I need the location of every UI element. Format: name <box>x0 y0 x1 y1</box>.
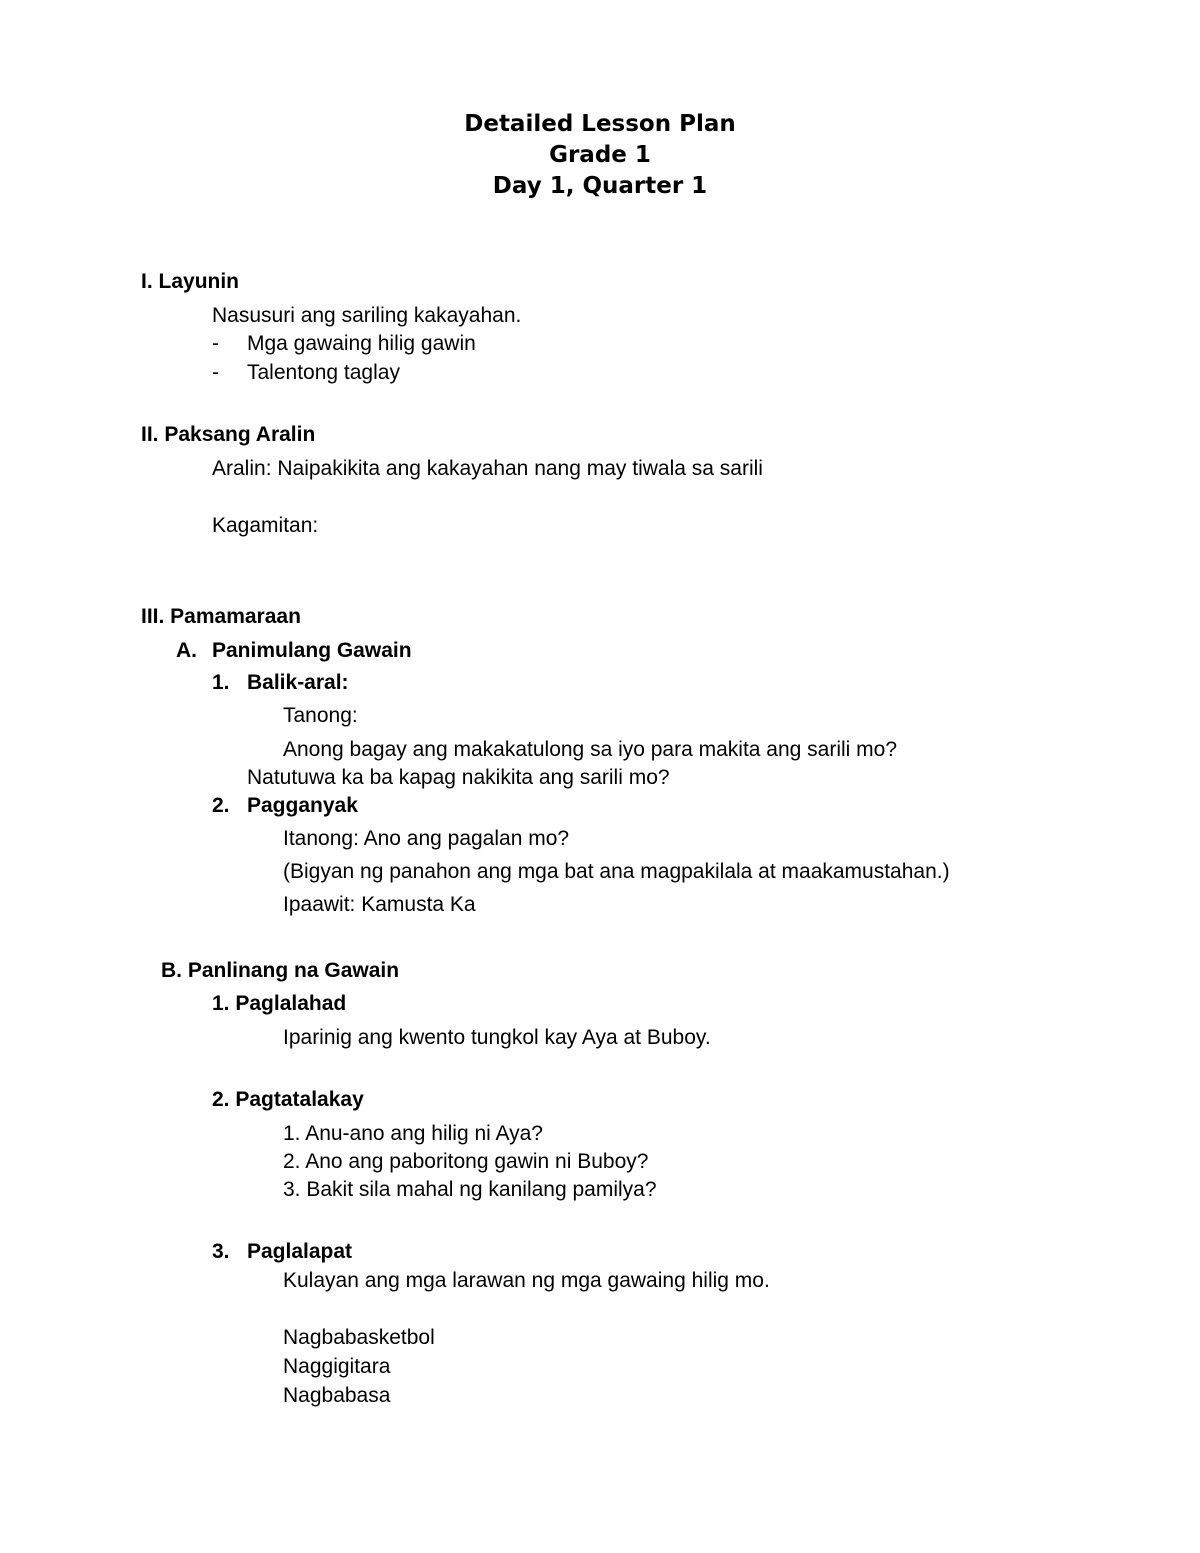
day-quarter-line: Day 1, Quarter 1 <box>492 173 708 199</box>
paglalahad-label: 1. Paglalahad <box>212 992 347 1015</box>
part-a-marker: A. <box>176 639 197 662</box>
activity-item: Naggigitara <box>283 1355 391 1378</box>
layunin-objective: Nasusuri ang sariling kakayahan. <box>212 304 522 327</box>
paglalahad-text: Iparinig ang kwento tungkol kay Aya at Buboy. <box>283 1026 711 1049</box>
pagtatalakay-question: 3. Bakit sila mahal ng kanilang pamilya? <box>283 1178 657 1201</box>
activity-item: Nagbabasa <box>283 1384 391 1407</box>
paglalapat-label: Paglalapat <box>247 1240 353 1263</box>
balik-aral-question: Anong bagay ang makakatulong sa iyo para makita ang sarili mo? <box>283 738 898 761</box>
paglalapat-marker: 3. <box>212 1240 230 1263</box>
section-layunin-heading: I. Layunin <box>141 270 240 293</box>
layunin-bullet <box>212 360 400 386</box>
aralin-line: Aralin: Naipakikita ang kakayahan nang may tiwala sa sarili <box>212 457 763 480</box>
bullet-dash: - <box>212 361 219 384</box>
pagganyak-note: (Bigyan ng panahon ang mga bat ana magpakilala at maakamustahan.) <box>283 860 950 883</box>
tanong-label: Tanong: <box>283 704 358 727</box>
paglalapat-instruction: Kulayan ang mga larawan ng mga gawaing hilig mo. <box>283 1269 770 1292</box>
pagtatalakay-label: 2. Pagtatalakay <box>212 1088 364 1111</box>
document-title: Detailed Lesson Plan <box>464 111 736 137</box>
itanong-line: Itanong: Ano ang pagalan mo? <box>283 827 570 850</box>
pagtatalakay-question: 1. Anu-ano ang hilig ni Aya? <box>283 1122 543 1145</box>
section-pamamaraan-heading: III. Pamamaraan <box>141 605 301 628</box>
section-paksang-aralin-heading: II. Paksang Aralin <box>141 423 316 446</box>
part-a-heading: Panimulang Gawain <box>212 639 412 662</box>
balik-aral-question: Natutuwa ka ba kapag nakikita ang sarili mo? <box>247 766 670 789</box>
bullet-text: Mga gawaing hilig gawin <box>247 332 476 355</box>
pagganyak-label: Pagganyak <box>247 794 358 817</box>
grade-line: Grade 1 <box>549 142 651 168</box>
kagamitan-line: Kagamitan: <box>212 514 319 537</box>
activity-item: Nagbabasketbol <box>283 1326 435 1349</box>
balik-aral-marker: 1. <box>212 671 230 694</box>
bullet-text: Talentong taglay <box>247 361 400 384</box>
pagtatalakay-question: 2. Ano ang paboritong gawin ni Buboy? <box>283 1150 649 1173</box>
part-b-heading: B. Panlinang na Gawain <box>161 959 400 982</box>
layunin-bullet <box>212 331 476 357</box>
pagganyak-marker: 2. <box>212 794 230 817</box>
ipaawit-line: Ipaawit: Kamusta Ka <box>283 893 476 916</box>
bullet-dash: - <box>212 332 219 355</box>
balik-aral-label: Balik-aral: <box>247 671 349 694</box>
